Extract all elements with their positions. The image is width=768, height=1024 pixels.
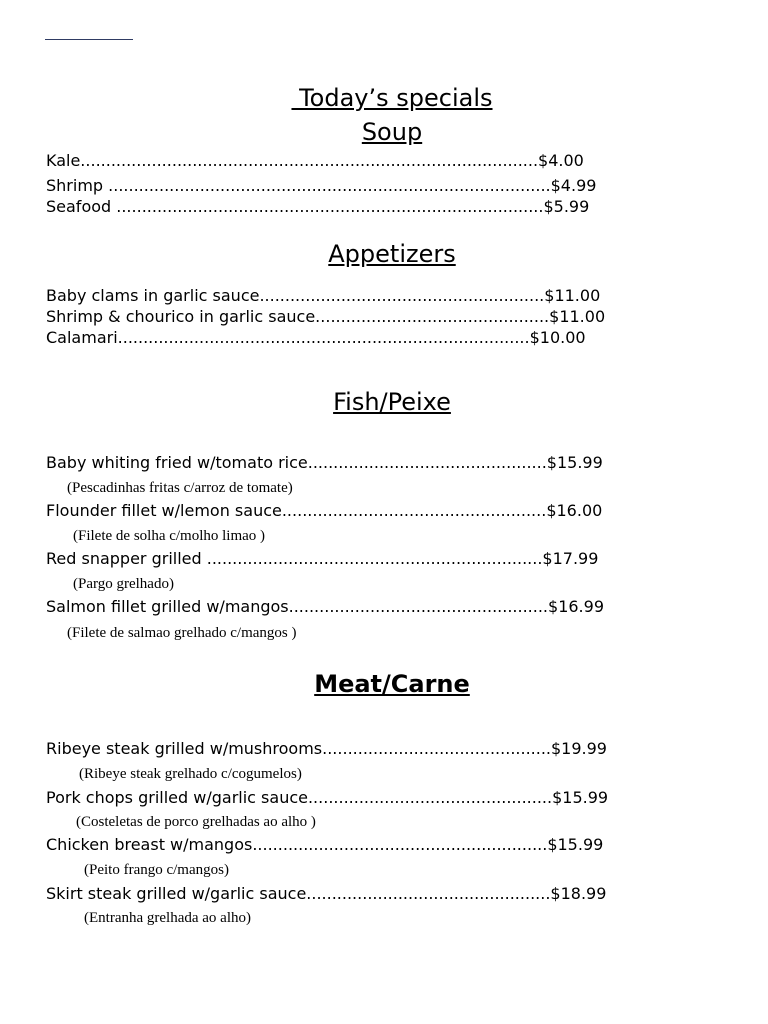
menu-item-fish-red-snapper: Red snapper grilled ..................................................................$17.99 (46, 549, 599, 568)
menu-item-meat-skirt-steak-translation: (Entranha grelhada ao alho) (84, 910, 251, 926)
menu-item-meat-chicken-breast: Chicken breast w/mangos..........................................................$15.99 (46, 835, 604, 854)
menu-item-meat-ribeye-translation: (Ribeye steak grelhado c/cogumelos) (79, 766, 302, 782)
menu-item-fish-salmon: Salmon fillet grilled w/mangos...................................................$16.99 (46, 597, 604, 616)
menu-item-fish-flounder-translation: (Filete de solha c/molho limao ) (73, 528, 266, 544)
menu-item-meat-ribeye: Ribeye steak grilled w/mushrooms.............................................$19.99 (46, 739, 607, 758)
menu-item-fish-red-snapper-translation: (Pargo grelhado) (73, 576, 174, 592)
menu-item-soup-shrimp: Shrimp .......................................................................................$4.99 (46, 176, 597, 195)
menu-item-fish-salmon-translation: (Filete de salmao grelhado c/mangos ) (67, 625, 297, 641)
menu-item-fish-baby-whiting-translation: (Pescadinhas fritas c/arroz de tomate) (67, 480, 293, 496)
menu-item-meat-pork-chops: Pork chops grilled w/garlic sauce................................................$15.99 (46, 788, 609, 807)
menu-item-appetizer-baby-clams: Baby clams in garlic sauce........................................................$11.00 (46, 286, 601, 305)
menu-item-soup-seafood: Seafood ....................................................................................$5.99 (46, 197, 590, 216)
menu-item-fish-baby-whiting: Baby whiting fried w/tomato rice...............................................$15.99 (46, 453, 603, 472)
top-rule-divider (45, 39, 133, 40)
section-heading-soup: Soup (361, 118, 423, 146)
menu-item-meat-skirt-steak: Skirt steak grilled w/garlic sauce................................................$18.99 (46, 884, 607, 903)
menu-item-fish-flounder: Flounder fillet w/lemon sauce....................................................$16.00 (46, 501, 603, 520)
menu-item-soup-kale: Kale..........................................................................................$4.00 (46, 151, 584, 170)
menu-item-meat-chicken-breast-translation: (Peito frango c/mangos) (84, 862, 229, 878)
page-title: Today’s specials (291, 84, 493, 112)
section-heading-fish: Fish/Peixe (333, 388, 451, 416)
menu-item-appetizer-calamari: Calamari.................................................................................$10.00 (46, 328, 586, 347)
section-heading-meat: Meat/Carne (314, 670, 470, 698)
menu-item-meat-pork-chops-translation: (Costeletas de porco grelhadas ao alho ) (76, 814, 316, 830)
menu-item-appetizer-shrimp-chourico: Shrimp & chourico in garlic sauce..............................................$11.00 (46, 307, 606, 326)
section-heading-appetizers: Appetizers (328, 240, 456, 268)
